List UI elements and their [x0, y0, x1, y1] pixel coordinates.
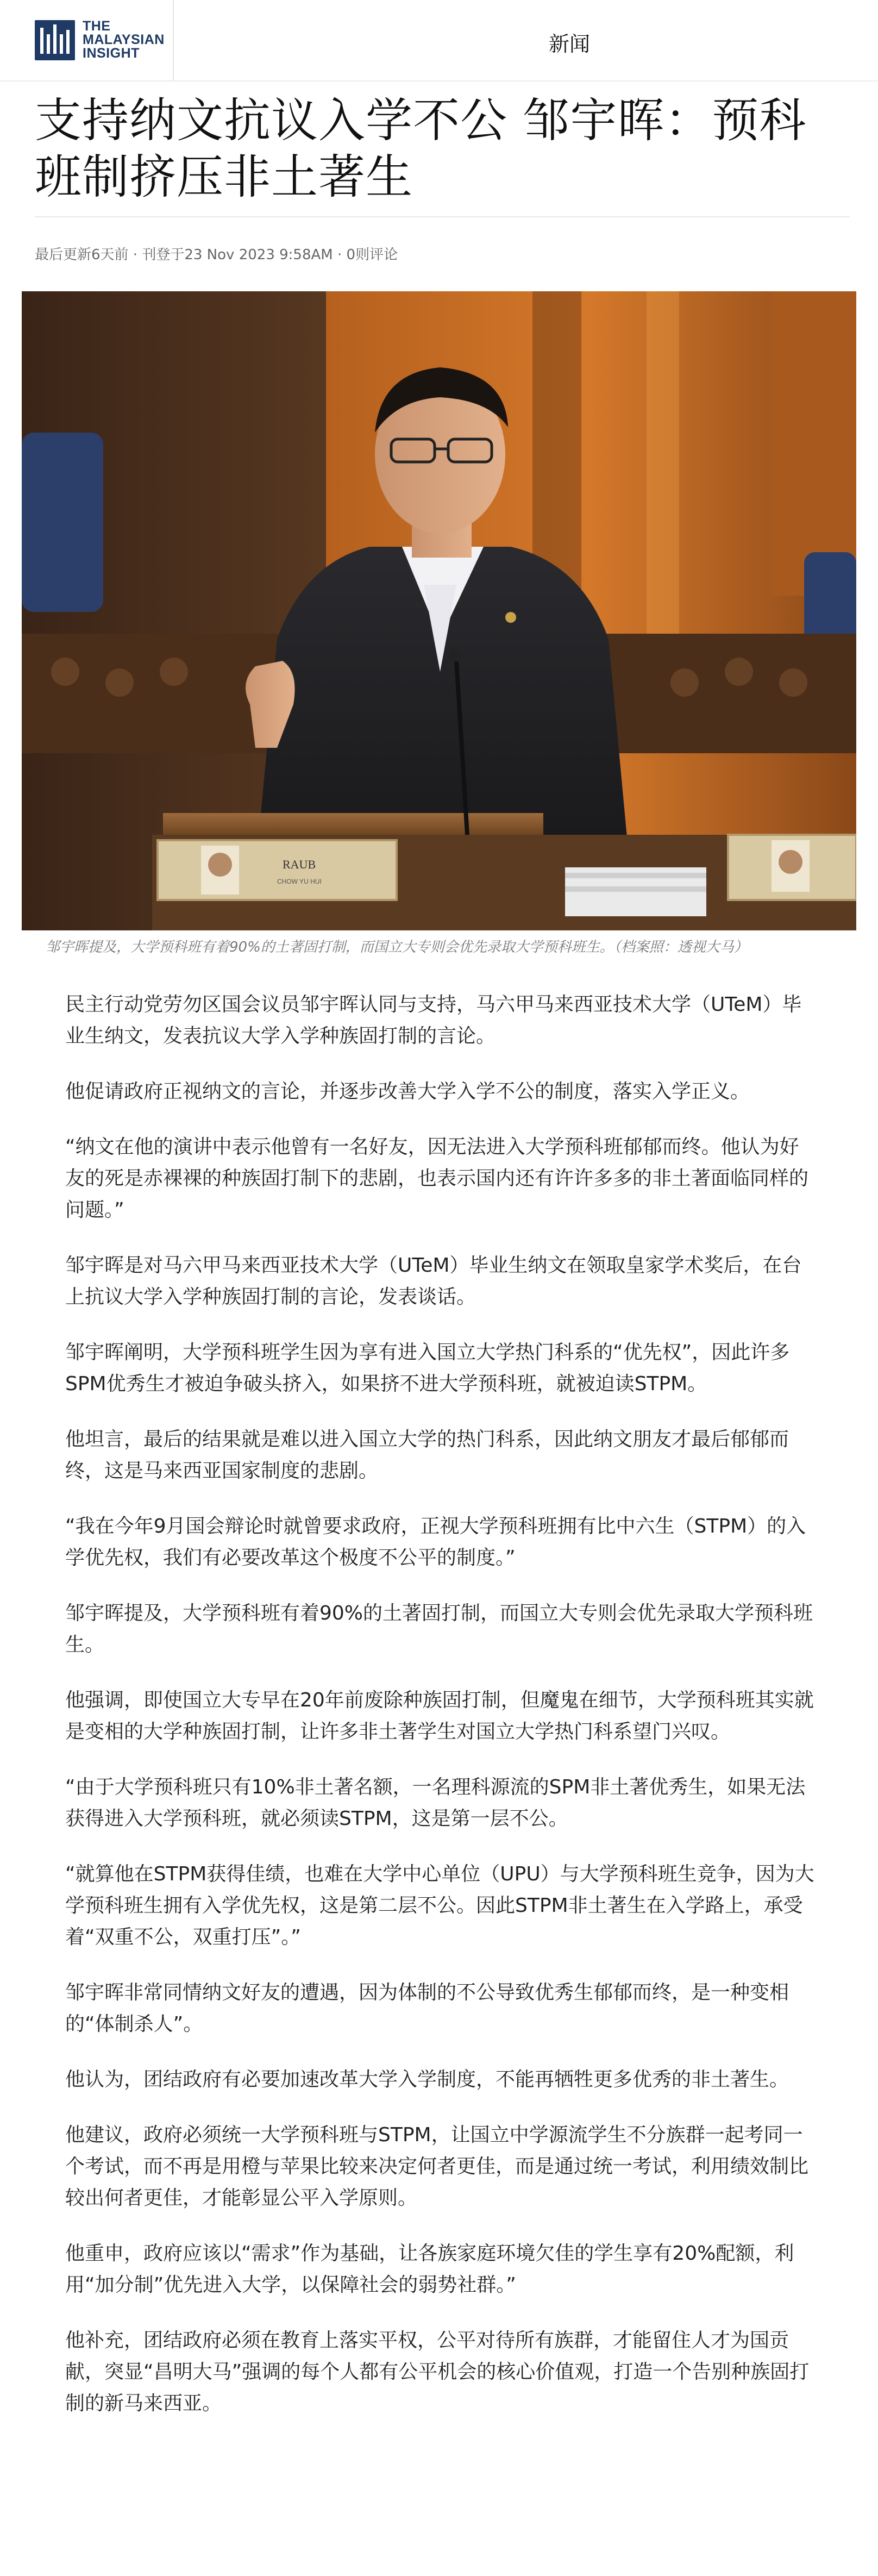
article-paragraph: 他强调，即使国立大专早在20年前废除种族固打制，但魔鬼在细节，大学预科班其实就是变相的大学种族固打制，让许多非土著学生对国立大学热门科系望门兴叹。: [65, 1689, 814, 1743]
logo-mark-icon: [35, 20, 75, 60]
site-logo[interactable]: [35, 20, 165, 60]
article-title: 支持纳文抗议入学不公 邹宇晖：预科班制挤压非土著生: [35, 93, 807, 204]
article-paragraph: 他认为，团结政府有必要加速改革大学入学制度，不能再牺牲更多优秀的非土著生。: [65, 2068, 789, 2091]
article-paragraph: 民主行动党劳勿区国会议员邹宇晖认同与支持，马六甲马来西亚技术大学（UTeM）毕业生纳文，发表抗议大学入学种族固打制的言论。: [65, 993, 802, 1047]
nameplate-text: RAUB: [283, 858, 316, 871]
article-paragraph: 他补充，团结政府必须在教育上落实平权，公平对待所有族群，才能留住人才为国贡献，突显“昌明大马”强调的每个人都有公平机会的核心价值观，打造一个告别种族固打制的新马来西亚。: [65, 2329, 810, 2415]
header-divider: [173, 0, 174, 82]
site-header: [0, 0, 878, 82]
article-body: [65, 989, 815, 2443]
article-paragraph: 邹宇晖非常同情纳文好友的遭遇，因为体制的不公导致优秀生郁郁而终，是一种变相的“体制杀人”。: [65, 1981, 789, 2035]
article-paragraph: “我在今年9月国会辩论时就曾要求政府，正视大学预科班拥有比中六生（STPM）的入学优先权，我们有必要改革这个极度不公平的制度。”: [65, 1515, 806, 1569]
logo-line-1: THE: [83, 18, 111, 34]
article-paragraph: 邹宇晖提及，大学预科班有着90%的土著固打制，而国立大专则会优先录取大学预科班生。: [65, 1602, 813, 1656]
article-paragraph: 他坦言，最后的结果就是难以进入国立大学的热门科系，因此纳文朋友才最后郁郁而终，这是马来西亚国家制度的悲剧。: [65, 1428, 789, 1482]
article-paragraph: 邹宇晖是对马六甲马来西亚技术大学（UTeM）毕业生纳文在领取皇家学术奖后，在台上抗议大学入学种族固打制的言论，发表谈话。: [65, 1254, 802, 1308]
header-border: [0, 80, 878, 82]
hero-photo: [22, 291, 856, 930]
logo-line-2: MALAYSIAN: [83, 32, 165, 47]
photo-caption: 邹宇晖提及，大学预科班有着90%的土著固打制，而国立大专则会优先录取大学预科班生。（档案照：透视大马）: [46, 939, 748, 955]
article-meta: 最后更新6天前 · 刊登于23 Nov 2023 9:58AM · 0则评论: [35, 247, 398, 263]
article-paragraph: “纳文在他的演讲中表示他曾有一名好友，因无法进入大学预科班郁郁而终。他认为好友的死是赤裸裸的种族固打制下的悲剧，也表示国内还有许许多多的非土著面临同样的问题。”: [65, 1136, 809, 1221]
logo-line-3: INSIGHT: [83, 46, 140, 61]
article-paragraph: “由于大学预科班只有10%非土著名额，一名理科源流的SPM非土著优秀生，如果无法获得进入大学预科班，就必须读STPM，这是第一层不公。: [65, 1776, 806, 1830]
article-paragraph: 他促请政府正视纳文的言论，并逐步改善大学入学不公的制度，落实入学正义。: [65, 1080, 750, 1103]
title-divider: [35, 216, 850, 217]
nameplate-subtext: CHOW YU HUI: [277, 878, 322, 885]
logo-text: [83, 20, 165, 60]
article-paragraph: 他重申，政府应该以“需求”作为基础，让各族家庭环境欠佳的学生享有20%配额，利用“加分制”优先进入大学，以保障社会的弱势社群。”: [65, 2242, 794, 2296]
article-paragraph: 他建议，政府必须统一大学预科班与STPM，让国立中学源流学生不分族群一起考同一个考试，而不再是用橙与苹果比较来决定何者更佳，而是通过统一考试，利用绩效制比较出何者更佳，才能彰显公平入学原则。: [65, 2124, 809, 2209]
article-paragraph: “就算他在STPM获得佳绩，也难在大学中心单位（UPU）与大学预科班生竞争，因为大学预科班生拥有入学优先权，这是第二层不公。因此STPM非土著生在入学路上，承受着“双重不公，双重打压”。”: [65, 1863, 814, 1948]
article-paragraph: 邹宇晖阐明，大学预科班学生因为享有进入国立大学热门科系的“优先权”，因此许多SPM优秀生才被迫争破头挤入，如果挤不进大学预科班，就被迫读STPM。: [65, 1341, 790, 1395]
section-link-news[interactable]: 新闻: [549, 32, 591, 56]
